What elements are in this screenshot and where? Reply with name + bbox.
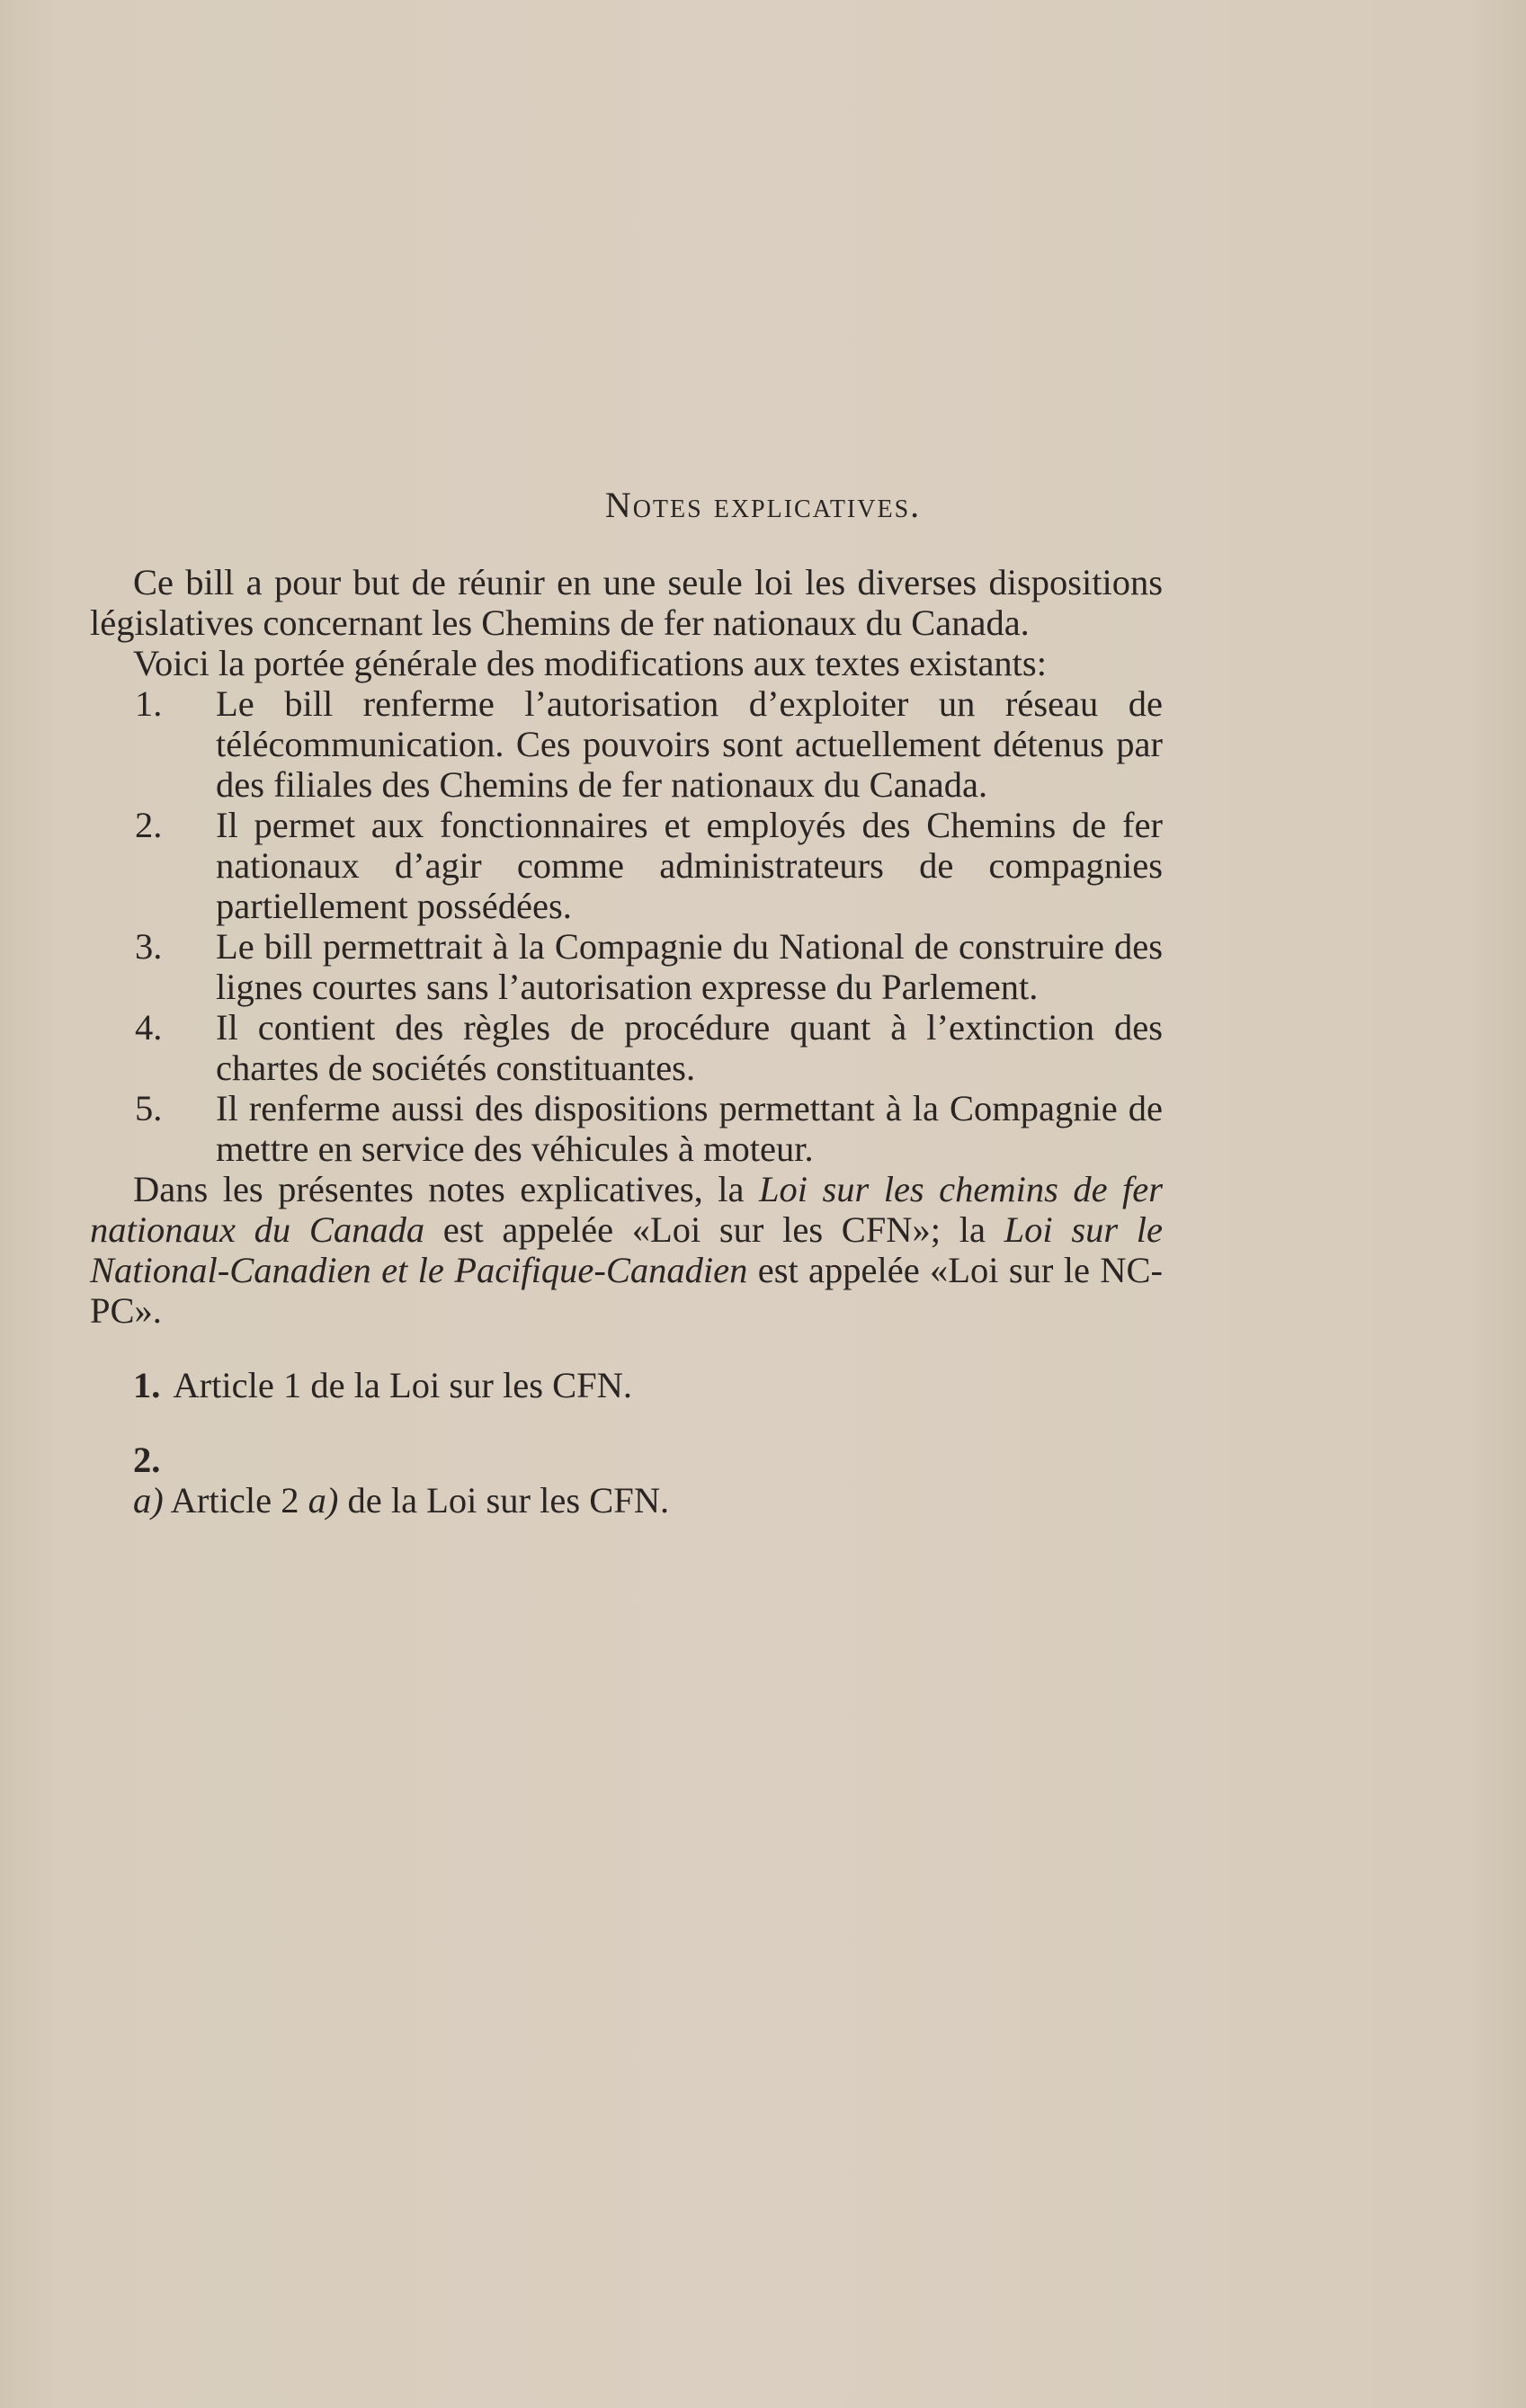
article-2-subparagraph: a) bbox=[133, 1480, 164, 1521]
list-item-number: 1. bbox=[135, 683, 163, 724]
closing-text-3: est appelée «Loi sur le NC-PC». bbox=[90, 1250, 1163, 1331]
list-item bbox=[90, 805, 1163, 926]
article-2-subparagraph-ref: a) bbox=[308, 1480, 339, 1521]
closing-text-1: Dans les présentes notes explicatives, la bbox=[133, 1169, 759, 1209]
article-2-note bbox=[90, 1480, 1163, 1521]
closing-text-2: est appelée «Loi sur les CFN»; la bbox=[424, 1209, 1004, 1250]
document-body bbox=[90, 562, 1163, 1521]
list-item-number: 3. bbox=[135, 926, 163, 967]
list-item bbox=[90, 1007, 1163, 1088]
modifications-list bbox=[90, 683, 1163, 1169]
list-item-text: Le bill renferme l’autorisation d’exploiter un réseau de télécommunication. Ces pouvoirs sont actuellement détenus par des filiales des Chemins de fer nationaux du Canada. bbox=[216, 683, 1163, 805]
list-item-number: 5. bbox=[135, 1088, 163, 1128]
list-item bbox=[90, 926, 1163, 1007]
closing-italic-2: Loi sur le National-Canadien et le Pacifique-Canadien bbox=[90, 1209, 1163, 1290]
list-item-text: Il permet aux fonctionnaires et employés des Chemins de fer nationaux d’agir comme administrateurs de compagnies partiellement possédées. bbox=[216, 805, 1163, 926]
article-2-text-2: de la Loi sur les CFN. bbox=[338, 1480, 670, 1521]
article-1-note bbox=[90, 1365, 1163, 1405]
closing-paragraph bbox=[90, 1169, 1163, 1331]
scope-paragraph: Voici la portée générale des modifications aux textes existants: bbox=[133, 643, 1047, 683]
article-1-number: 1. bbox=[133, 1365, 161, 1405]
list-item-text: Le bill permettrait à la Compagnie du National de construire des lignes courtes sans l’autorisation expresse du Parlement. bbox=[216, 926, 1163, 1007]
closing-italic-1: Loi sur les chemins de fer nationaux du Canada bbox=[90, 1169, 1163, 1250]
list-item bbox=[90, 1088, 1163, 1169]
list-item-number: 4. bbox=[135, 1007, 163, 1048]
article-2-text-1: Article 2 bbox=[163, 1480, 308, 1521]
article-2-number: 2. bbox=[133, 1440, 161, 1480]
list-item-text: Il contient des règles de procédure quant à l’extinction des chartes de sociétés constituantes. bbox=[216, 1007, 1163, 1088]
intro-paragraph: Ce bill a pour but de réunir en une seule loi les diverses dispositions législatives concernant les Chemins de fer nationaux du Canada. bbox=[90, 562, 1163, 643]
list-item-text: Il renferme aussi des dispositions permettant à la Compagnie de mettre en service des véhicules à moteur. bbox=[216, 1088, 1163, 1169]
page-heading: Notes explicatives. bbox=[604, 485, 922, 525]
list-item bbox=[90, 683, 1163, 805]
article-1-text: Article 1 de la Loi sur les CFN. bbox=[173, 1365, 633, 1405]
list-item-number: 2. bbox=[135, 805, 163, 845]
